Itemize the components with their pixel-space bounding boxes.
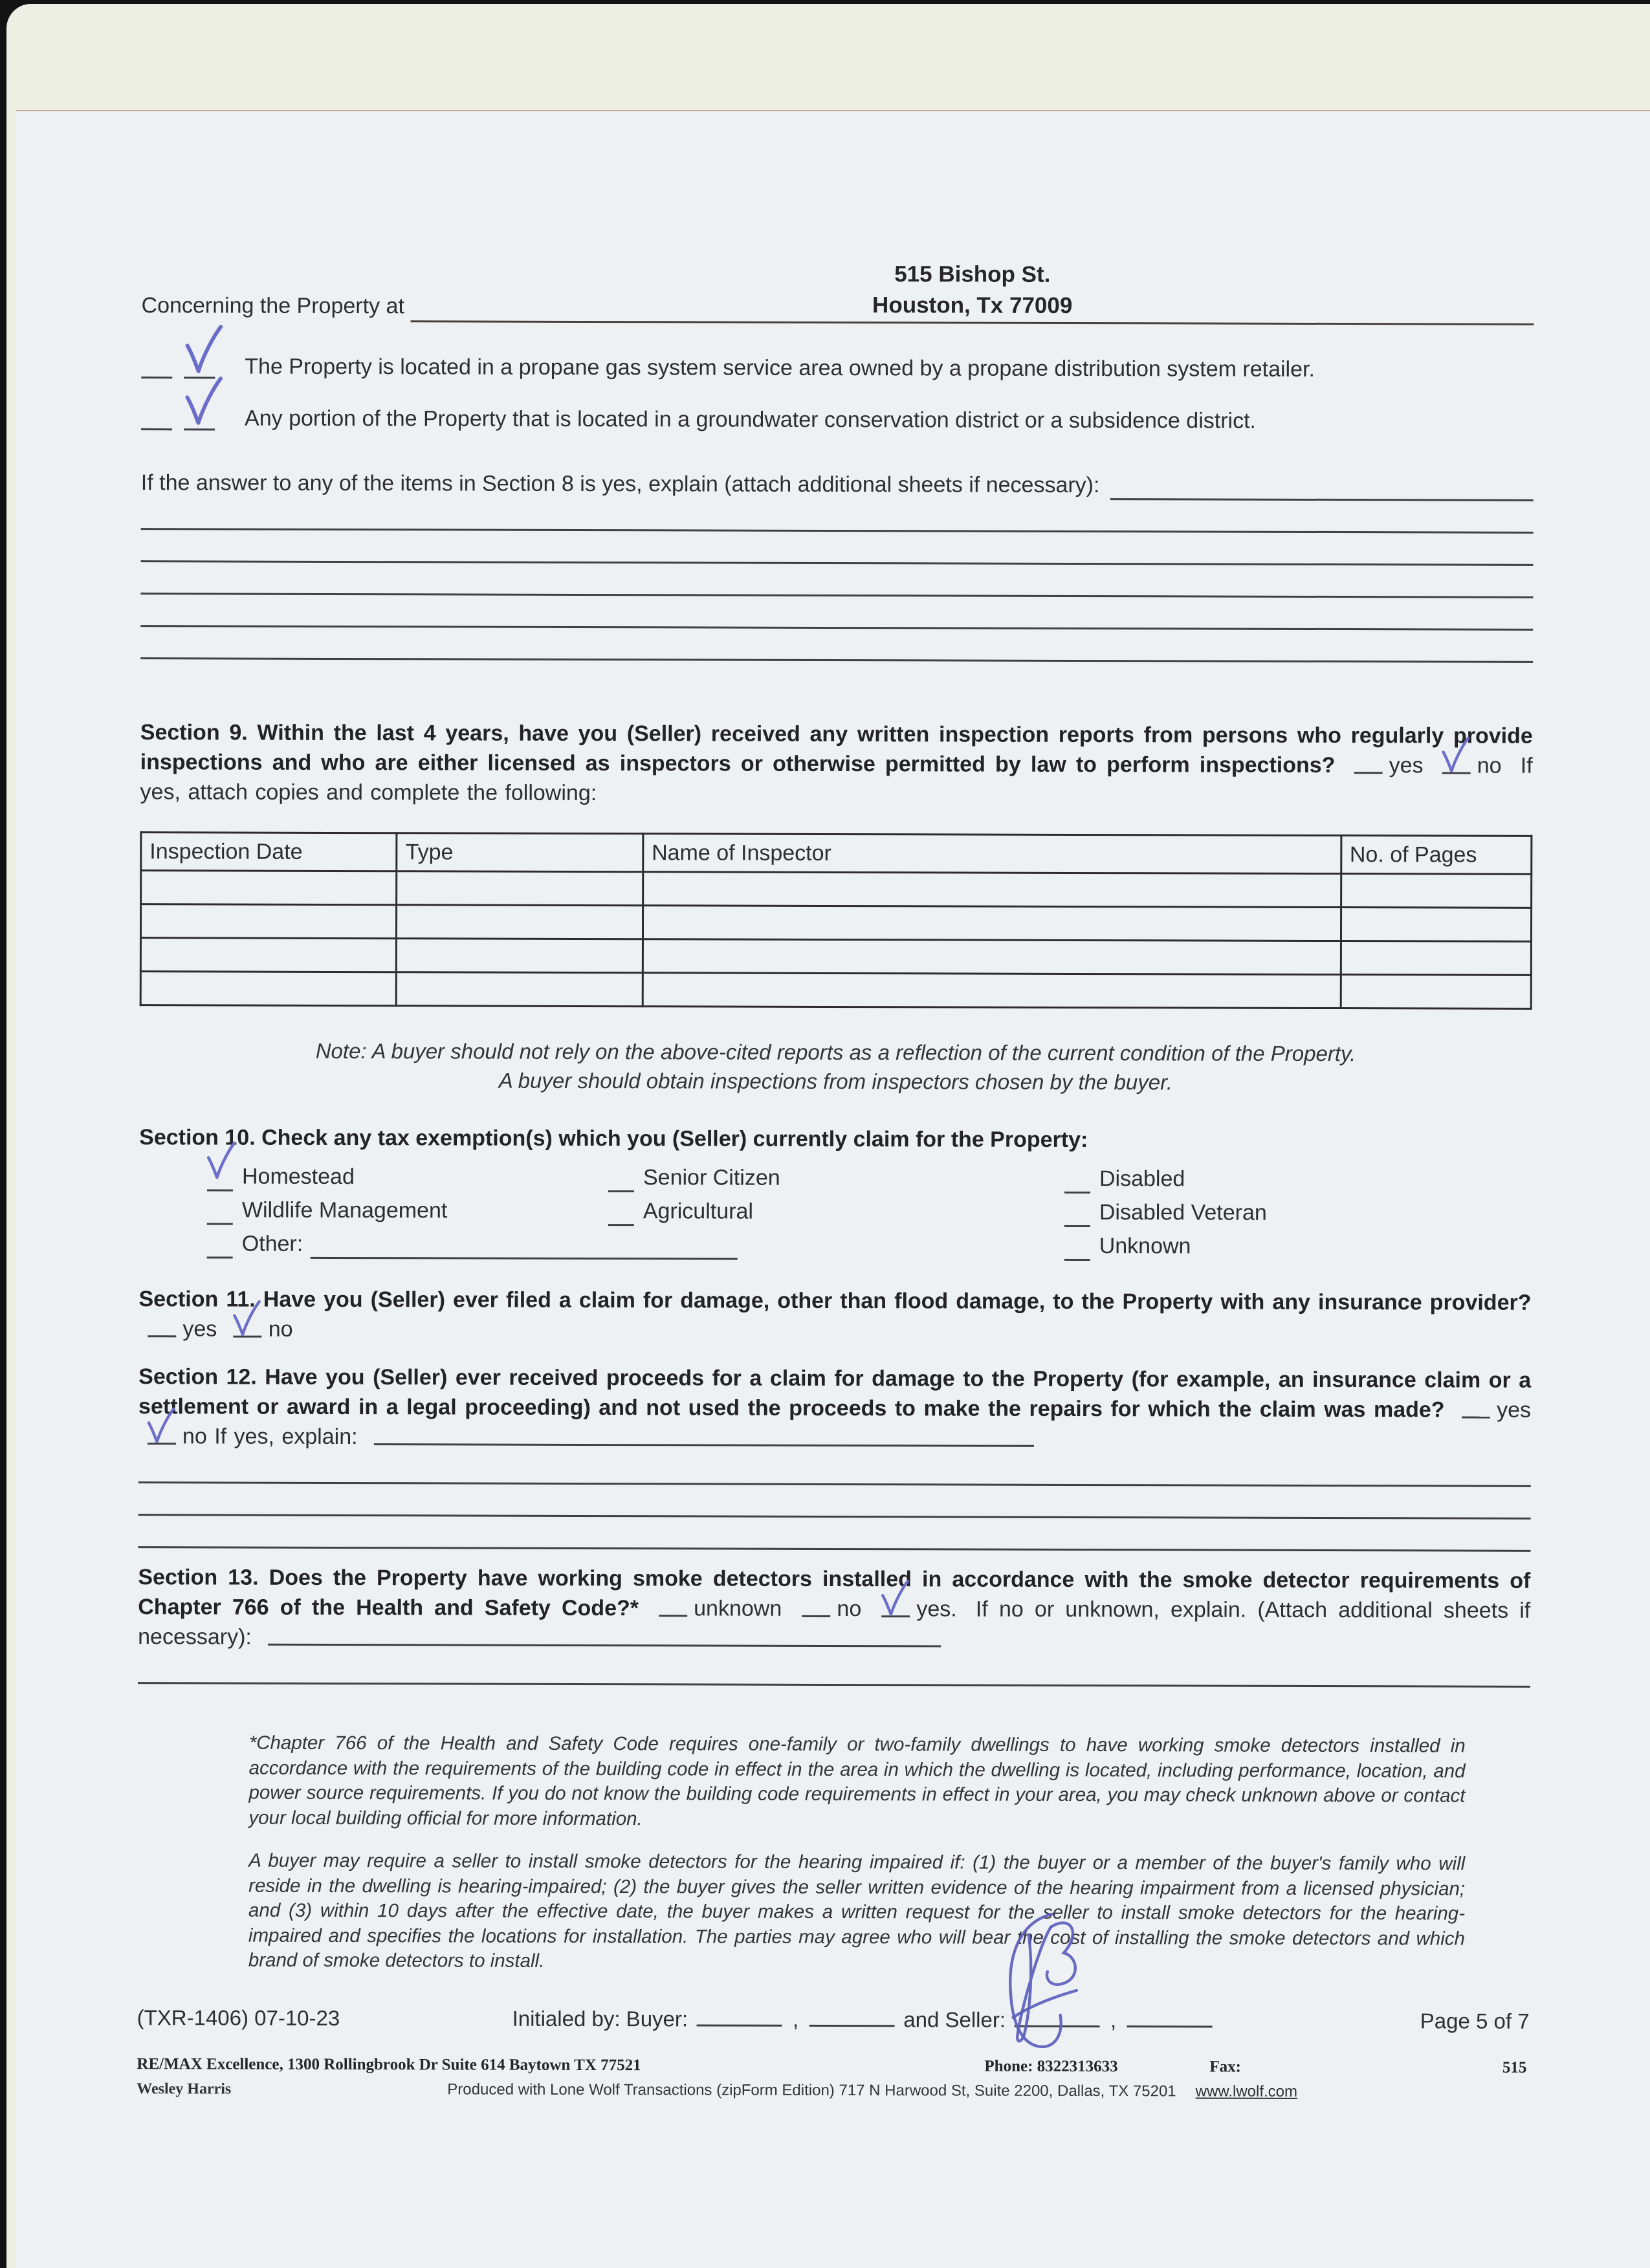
produced-with-text: Produced with Lone Wolf Transactions (zipForm Edition) 717 N Harwood St, Suite 2200, Dallas, TX 75201: [447, 2080, 1176, 2100]
cell-inspector[interactable]: [643, 906, 1341, 941]
table-row: [140, 972, 1531, 1009]
ruled-line[interactable]: [138, 1483, 1531, 1520]
no-blank[interactable]: [802, 1611, 830, 1617]
cell-pages[interactable]: [1341, 975, 1532, 1009]
no-blank[interactable]: [141, 357, 172, 378]
section10: [139, 1122, 1532, 1262]
no-blank-checked[interactable]: [1442, 768, 1471, 774]
section8-item-blanks: [141, 351, 245, 386]
col-name-of-inspector: Name of Inspector: [643, 834, 1341, 874]
note-line-1: Note: A buyer should not rely on the above-cited reports as a reflection of the current condition of the Property.: [315, 1038, 1356, 1066]
ruled-line[interactable]: [138, 1451, 1531, 1487]
yes-blank[interactable]: [1354, 768, 1383, 774]
yes-label: yes: [1497, 1397, 1532, 1423]
exemption-senior-citizen: [608, 1159, 1064, 1194]
section8-item-text: The Property is located in a propane gas system service area owned by a propane distribution system retailer.: [245, 354, 1315, 382]
other-blank[interactable]: [311, 1240, 738, 1260]
concerning-label: Concerning the Property at: [141, 293, 404, 319]
exemption-blank[interactable]: [1064, 1242, 1090, 1261]
exemption-label: Other:: [241, 1231, 303, 1256]
exemption-label: Homestead: [241, 1164, 355, 1190]
document-number: 515: [1502, 2058, 1527, 2077]
section11-question: Section 11. Have you (Seller) ever filed a claim for damage, other than flood damage, to the Property with any insurance provider?: [138, 1287, 1532, 1315]
homestead-blank-checked[interactable]: [207, 1172, 233, 1191]
lwolf-link[interactable]: www.lwolf.com: [1195, 2082, 1298, 2100]
ruled-line[interactable]: [140, 562, 1533, 598]
no-label: no: [1477, 753, 1502, 778]
cell-type[interactable]: [397, 871, 643, 906]
section8-item-groundwater: [141, 403, 1534, 442]
yes-blank[interactable]: [148, 1331, 176, 1337]
ruled-line[interactable]: [138, 1652, 1530, 1688]
tax-exemption-grid: [139, 1157, 1532, 1262]
cell-inspector[interactable]: [643, 939, 1341, 975]
footnote-hearing-impaired: A buyer may require a seller to install smoke detectors for the hearing impaired if: (1) the buyer or a member of the buyer's family who will reside in the dwelling is hearing-impaired; (2) the buyer gives the seller written evidence of the hearing impairment from a licensed physician; and (3) within 10 days after the effective date, the buyer makes a written request for the seller to install smoke detectors for the hearing-impaired and specifies the locations for installation. The parties may agree who will bear the cost of installing the smoke detectors and which brand of smoke detectors to install.: [248, 1849, 1466, 1972]
section13-paragraph: [138, 1562, 1530, 1655]
cell-date[interactable]: [141, 871, 397, 905]
yes-label: yes: [1389, 753, 1424, 778]
form-content: [137, 254, 1534, 2107]
col-inspection-date: Inspection Date: [141, 833, 397, 871]
yes-blank-checked[interactable]: [184, 409, 215, 430]
brokerage-phone: Phone: 8322313633: [984, 2057, 1118, 2075]
exemption-blank[interactable]: [1064, 1208, 1090, 1227]
section8-explain-row: [141, 461, 1534, 501]
agent-name: Wesley Harris: [137, 2080, 232, 2098]
cell-pages[interactable]: [1341, 908, 1532, 942]
cell-date[interactable]: [140, 938, 397, 972]
buyer-note: [139, 1036, 1532, 1098]
col-no-of-pages: No. of Pages: [1341, 836, 1532, 875]
no-label: no: [268, 1316, 293, 1342]
cell-inspector[interactable]: [643, 872, 1341, 908]
yes-blank-checked[interactable]: [184, 357, 215, 378]
form-code: (TXR-1406) 07-10-23: [137, 2005, 340, 2030]
explain-blank[interactable]: [374, 1439, 1034, 1447]
ruled-line[interactable]: [140, 627, 1533, 663]
cell-pages[interactable]: [1341, 874, 1532, 908]
no-blank[interactable]: [141, 409, 172, 430]
exemption-blank[interactable]: [1064, 1175, 1090, 1194]
col-type: Type: [397, 833, 643, 872]
cell-type[interactable]: [397, 905, 643, 939]
page-number: Page 5 of 7: [1420, 2008, 1530, 2033]
yes-label: yes.: [916, 1597, 957, 1622]
address-line-2: Houston, Tx 77009: [872, 292, 1073, 318]
inspection-reports-table: [140, 831, 1533, 1010]
table-row: [140, 904, 1531, 942]
brokerage-line: [137, 2049, 1529, 2075]
seller-initials-blank-signed[interactable]: [1015, 2021, 1100, 2027]
table-header-row: [141, 833, 1532, 875]
exemption-label: Senior Citizen: [643, 1165, 780, 1190]
yes-blank-checked[interactable]: [881, 1611, 910, 1617]
section11-paragraph: [138, 1284, 1531, 1347]
footnote-chapter-766: *Chapter 766 of the Health and Safety Code requires one-family or two-family dwellings to have working smoke detectors installed in accordance with the requirements of the building code in effect in the area in which the dwelling is located, including performance, location, and power source requirements. If you do not know the building code requirements in effect in your area, you may check unknown above or contact your local building official for more information.: [248, 1732, 1466, 1829]
exemption-blank[interactable]: [207, 1239, 233, 1258]
section9-paragraph: [140, 717, 1533, 811]
ruled-line[interactable]: [138, 1516, 1531, 1552]
section8-item-text: Any portion of the Property that is located in a groundwater conservation district or a subsidence district.: [245, 406, 1257, 433]
checkmark-icon: [184, 322, 224, 375]
exemption-wildlife-management: [207, 1191, 608, 1226]
exemption-agricultural: [608, 1192, 1064, 1227]
section9-question: Section 9. Within the last 4 years, have you (Seller) received any written inspection reports from persons who regularly provide inspections and who are either licensed as inspectors or otherwise permitted by law to perform inspections?: [140, 720, 1533, 778]
ruled-line[interactable]: [140, 530, 1533, 566]
section12-paragraph: [138, 1362, 1531, 1455]
cell-type[interactable]: [397, 939, 643, 973]
table-row: [140, 938, 1531, 976]
exemption-disabled: [1064, 1160, 1532, 1195]
exemption-homestead: [207, 1157, 608, 1192]
comma: ,: [793, 2007, 799, 2031]
exemption-blank[interactable]: [608, 1173, 634, 1192]
initialed-by-label: Initialed by: Buyer:: [512, 2006, 688, 2031]
no-blank-checked[interactable]: [148, 1439, 176, 1445]
ruled-line[interactable]: [140, 594, 1533, 631]
section8-explain-prompt: If the answer to any of the items in Section 8 is yes, explain (attach additional sheets if necessary):: [140, 470, 1100, 498]
section12-followup: If yes, explain:: [214, 1424, 358, 1450]
section12-question: Section 12. Have you (Seller) ever received proceeds for a claim for damage to the Property (for example, an insurance claim or a settlement or award in a legal proceeding) and not used the proceeds to make the repairs for which the claim was made?: [138, 1364, 1532, 1423]
property-address-value: [411, 257, 1534, 323]
exemption-label: Disabled: [1099, 1166, 1185, 1192]
cell-date[interactable]: [140, 972, 397, 1006]
exemption-disabled-veteran: [1064, 1194, 1532, 1228]
exemption-label: Agricultural: [643, 1199, 754, 1224]
note-line-2: A buyer should obtain inspections from inspectors chosen by the buyer.: [498, 1068, 1173, 1095]
cell-inspector[interactable]: [643, 973, 1341, 1009]
cell-type[interactable]: [397, 972, 643, 1007]
section13-question: Section 13. Does the Property have working smoke detectors installed in accordance with the smoke detector requirements of Chapter 766 of the Health and Safety Code?*: [138, 1565, 1531, 1621]
yes-blank[interactable]: [1462, 1413, 1490, 1419]
yes-label: yes: [182, 1316, 217, 1342]
section12-explain-lines: [138, 1451, 1531, 1552]
section8-item-blanks: [141, 403, 245, 438]
address-line-1: 515 Bishop St.: [894, 261, 1051, 287]
initials-footer-row: [137, 2003, 1530, 2036]
buyer-initials-blank[interactable]: [809, 2020, 894, 2026]
section10-heading: Section 10. Check any tax exemption(s) which you (Seller) currently claim for the Property:: [139, 1125, 1088, 1153]
and-seller-label: and Seller:: [903, 2007, 1006, 2032]
no-label: no: [182, 1424, 207, 1449]
exemption-label: Disabled Veteran: [1099, 1200, 1267, 1225]
explain-blank[interactable]: [268, 1640, 941, 1648]
unknown-label: unknown: [694, 1596, 782, 1621]
buyer-initials-blank[interactable]: [697, 2020, 782, 2026]
exemption-blank[interactable]: [608, 1207, 634, 1226]
seller-initials-blank[interactable]: [1127, 2022, 1212, 2027]
section13-followup: If no or unknown, explain. (Attach additional sheets if necessary):: [138, 1597, 1531, 1650]
no-label: no: [837, 1597, 862, 1622]
cell-date[interactable]: [140, 904, 397, 939]
section8-explain-lines: [140, 497, 1534, 663]
property-header: [141, 254, 1534, 325]
cell-pages[interactable]: [1341, 941, 1532, 976]
exemption-other: [207, 1225, 1064, 1260]
section9-followup: If yes, attach copies and complete the following:: [140, 753, 1533, 806]
comma: ,: [1110, 2007, 1117, 2032]
no-blank-checked[interactable]: [234, 1332, 262, 1338]
exemption-blank[interactable]: [207, 1206, 233, 1225]
table-row: [141, 871, 1532, 908]
exemption-unknown: [1064, 1227, 1532, 1262]
ruled-line[interactable]: [141, 497, 1534, 534]
property-address-field[interactable]: [411, 253, 1534, 325]
section8-item-propane: [141, 351, 1534, 390]
exemption-label: Unknown: [1099, 1234, 1191, 1259]
unknown-blank[interactable]: [659, 1611, 687, 1617]
brokerage-office: RE/MAX Excellence, 1300 Rollingbrook Dr Suite 614 Baytown TX 77521: [137, 2055, 641, 2074]
fax-label: Fax:: [1209, 2058, 1242, 2076]
exemption-label: Wildlife Management: [241, 1197, 448, 1223]
